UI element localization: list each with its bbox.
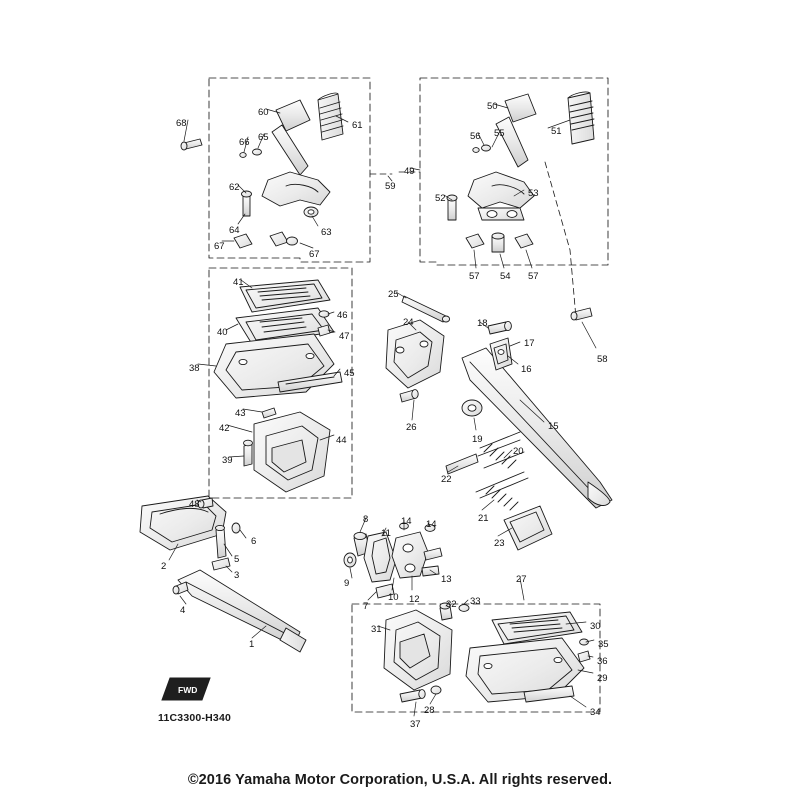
callout-10: 10	[388, 592, 399, 603]
callout-46: 46	[337, 310, 348, 321]
callout-19: 19	[472, 434, 483, 445]
left-footboard-group	[214, 280, 342, 492]
callout-50: 50	[487, 101, 498, 112]
callout-65: 65	[258, 132, 269, 143]
callout-9: 9	[344, 578, 350, 589]
callout-38: 38	[189, 363, 200, 374]
callout-48: 48	[189, 499, 200, 510]
callout-22: 22	[441, 474, 452, 485]
callout-24: 24	[403, 317, 414, 328]
callout-49: 49	[404, 166, 415, 177]
callout-67b: 67	[309, 249, 320, 260]
callout-57: 57	[469, 271, 480, 282]
fwd-label: FWD	[178, 685, 198, 695]
callout-21: 21	[478, 513, 489, 524]
callout-37: 37	[410, 719, 421, 730]
callout-40: 40	[217, 327, 228, 338]
callout-52: 52	[435, 193, 446, 204]
callout-41: 41	[233, 277, 244, 288]
part-code-label: 11C3300-H340	[158, 712, 232, 724]
shift-lever-assembly	[140, 496, 306, 652]
callout-7: 7	[363, 601, 369, 612]
callout-62: 62	[229, 182, 240, 193]
callout-53: 53	[528, 188, 539, 199]
callout-35: 35	[598, 639, 609, 650]
shift-linkage-assembly	[344, 523, 442, 598]
callout-60: 60	[258, 107, 269, 118]
callout-26: 26	[406, 422, 417, 433]
callout-59: 59	[385, 181, 396, 192]
callout-20: 20	[513, 446, 524, 457]
callout-51: 51	[551, 126, 562, 137]
callout-67: 67	[214, 241, 225, 252]
callout-4: 4	[180, 605, 186, 616]
copyright-notice: ©2016 Yamaha Motor Corporation, U.S.A. All rights reserved.	[187, 772, 613, 788]
callout-61: 61	[352, 120, 363, 131]
side-stand-assembly	[386, 296, 612, 550]
callout-33: 33	[470, 596, 481, 607]
callout-58: 58	[597, 354, 608, 365]
callout-54: 54	[500, 271, 511, 282]
callout-32: 32	[446, 599, 457, 610]
callout-28: 28	[424, 705, 435, 716]
callout-44: 44	[336, 435, 347, 446]
callout-63: 63	[321, 227, 332, 238]
callout-17: 17	[524, 338, 535, 349]
callout-18: 18	[477, 318, 488, 329]
callout-29: 29	[597, 673, 608, 684]
callout-45: 45	[344, 368, 355, 379]
callout-55: 55	[494, 128, 505, 139]
callout-25: 25	[388, 289, 399, 300]
callout-47: 47	[339, 331, 350, 342]
callout-13: 13	[441, 574, 452, 585]
callout-31: 31	[371, 624, 382, 635]
callout-14: 14	[401, 516, 412, 527]
callout-27: 27	[516, 574, 527, 585]
callout-34: 34	[590, 707, 601, 718]
callout-1: 1	[249, 639, 255, 650]
callout-12: 12	[409, 594, 420, 605]
bolt-58	[571, 308, 592, 320]
callout-66: 66	[239, 137, 250, 148]
spring-21	[476, 472, 528, 510]
callout-16: 16	[521, 364, 532, 375]
callout-2: 2	[161, 561, 167, 572]
callout-8: 8	[363, 514, 369, 525]
callout-43: 43	[235, 408, 246, 419]
right-footboard-group	[384, 603, 590, 702]
callout-30: 30	[590, 621, 601, 632]
callout-11: 11	[381, 528, 391, 539]
callout-14b: 14	[426, 519, 437, 530]
callout-6: 6	[251, 536, 257, 547]
callout-64: 64	[229, 225, 240, 236]
callout-36: 36	[597, 656, 608, 667]
callout-15: 15	[548, 421, 559, 432]
callout-42: 42	[219, 423, 230, 434]
callout-57b: 57	[528, 271, 539, 282]
callout-56: 56	[470, 131, 481, 142]
callout-39: 39	[222, 455, 233, 466]
callout-68: 68	[176, 118, 187, 129]
shift-pedal-assembly	[447, 92, 594, 252]
callout-3: 3	[234, 570, 240, 581]
callout-23: 23	[494, 538, 505, 549]
callout-5: 5	[234, 554, 240, 565]
